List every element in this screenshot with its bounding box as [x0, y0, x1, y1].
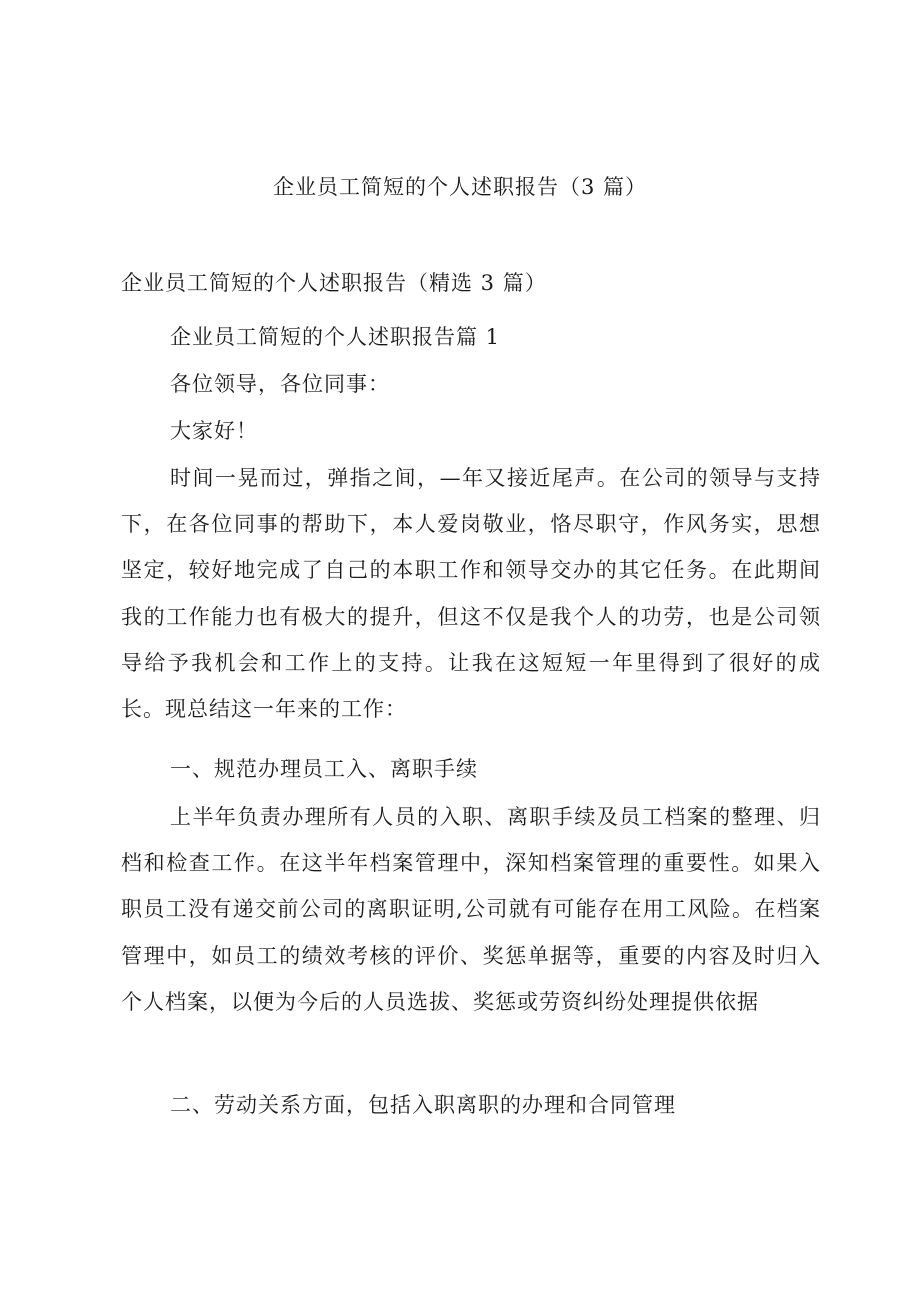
body-paragraph-2: 上半年负责办理所有人员的入职、离职手续及员工档案的整理、归档和检查工作。在这半年档案管理中，深知档案管理的重要性。如果入职员工没有递交前公司的离职证明,公司就有可能存在用工风险。在档案管理中，如员工的绩效考核的评价、奖惩单据等，重要的内容及时归入个人档案，以便为今后的人员选拔、奖惩或劳资纠纷处理提供依据 — [121, 805, 821, 1014]
section-heading: 企业员工简短的个人述职报告篇 1 — [170, 325, 501, 349]
document-title: 企业员工简短的个人述职报告（3 篇） — [272, 175, 648, 199]
section-heading-1: 一、规范办理员工入、离职手续 — [170, 757, 478, 781]
body-paragraph-1: 时间一晃而过，弹指之间，—年又接近尾声。在公司的领导与支持下，在各位同事的帮助下，本人爱岗敬业，恪尽职守，作风务实，思想坚定，较好地完成了自己的本职工作和领导交办的其它任务。在此期间我的工作能力也有极大的提升，但这不仅是我个人的功劳，也是公司领导给予我机会和工作上的支持。让我在这短短一年里得到了很好的成长。现总结这一年来的工作： — [121, 466, 821, 722]
salutation: 各位领导，各位同事： — [170, 372, 390, 396]
document-subtitle: 企业员工简短的个人述职报告（精选 3 篇） — [121, 271, 547, 295]
section-heading-2: 二、劳动关系方面，包括入职离职的办理和合同管理 — [170, 1093, 676, 1117]
greeting: 大家好！ — [170, 419, 258, 443]
